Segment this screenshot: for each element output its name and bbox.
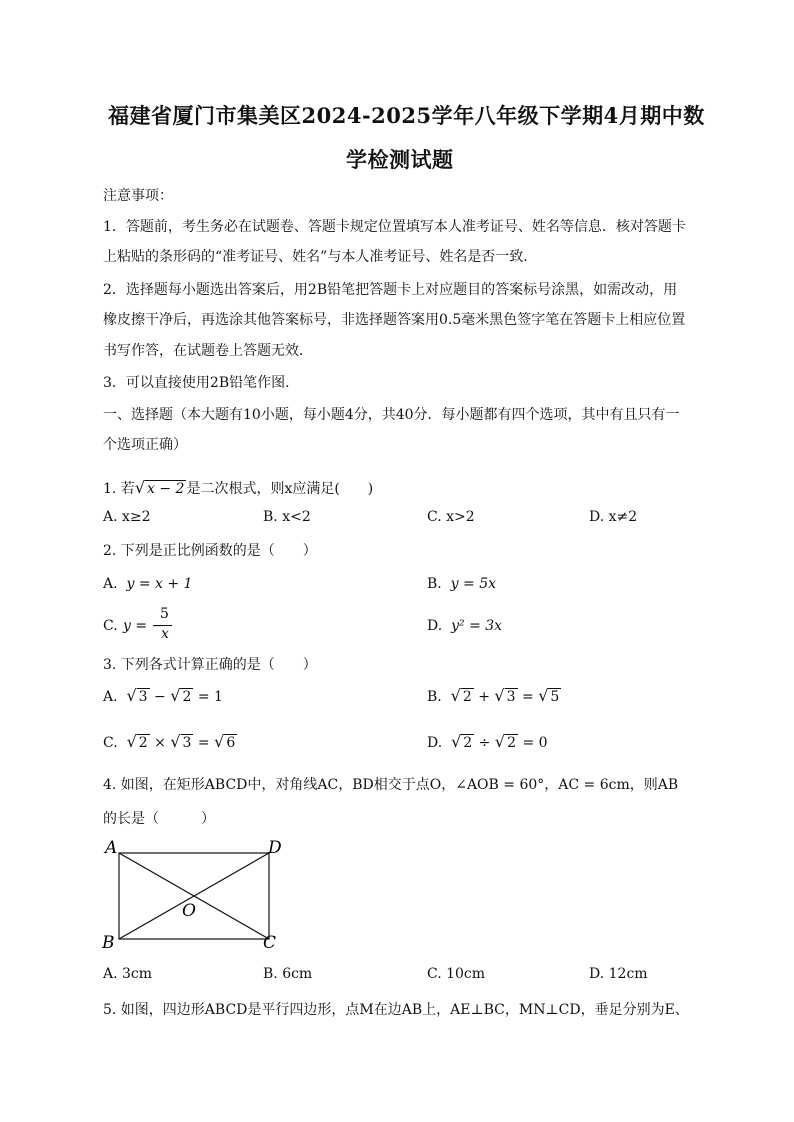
q1-option-d: D. x≠2: [589, 509, 638, 525]
q2-option-b-expr: y = 5x: [450, 576, 496, 592]
q3-option-a: [103, 686, 223, 705]
q3-option-d-radicand-2: 2: [507, 735, 516, 751]
q3-option-c: [103, 732, 237, 751]
q2-option-d: [427, 618, 502, 634]
q3-option-d-result: = 0: [522, 735, 548, 751]
q5-stem-line-1: 5. 如图，四边形ABCD是平行四边形，点M在边AB上，AE⊥BC，MN⊥CD，垂足分别为E、: [103, 1002, 689, 1018]
q3-option-a-label: A.: [103, 689, 118, 705]
q3-option-c-radicand-3: 6: [226, 735, 236, 751]
q2-option-b-label: B.: [427, 576, 442, 592]
q3-option-b-radicand-2: 3: [506, 689, 516, 705]
radical-sign: √: [126, 732, 137, 751]
notice-item-2-line-2: 橡皮擦干净后，再选涂其他答案标号，非选择题答案用0.5毫米黑色签字笔在答题卡上相应位置: [103, 312, 686, 328]
notice-item-2-line-1: 2．选择题每小题选出答案后，用2B铅笔把答题卡上对应题目的答案标号涂黑，如需改动，用: [103, 282, 678, 298]
q2-option-c-lhs: y = −: [123, 618, 164, 634]
section-heading-line-1: 一、选择题（本大题有10小题，每小题4分，共40分．每小题都有四个选项，其中有且只有一: [103, 407, 680, 423]
q1-stem: [103, 478, 373, 498]
notice-item-3: 3．可以直接使用2B铅笔作图．: [103, 375, 300, 391]
q4-option-b: B. 6cm: [263, 966, 313, 982]
q3-option-a-result: = 1: [197, 689, 223, 705]
q3-option-b-label: B.: [427, 689, 442, 705]
q3-option-b: [427, 686, 561, 705]
q3-option-d-radicand-1: 2: [463, 735, 473, 751]
vertex-label-c: C: [263, 933, 277, 953]
q2-option-a-label: A.: [103, 576, 118, 592]
rectangle-abcd-figure: [98, 835, 298, 955]
q2-option-c-label: C.: [103, 618, 118, 634]
radical-sign: √: [538, 686, 549, 705]
q3-option-a-operator: −: [154, 689, 166, 705]
vertex-label-d: D: [268, 838, 282, 858]
notice-heading: 注意事项：: [103, 188, 173, 204]
q2-option-c-numerator: 5: [160, 606, 169, 622]
radical-sign: √: [494, 732, 506, 751]
radical-sign: √: [450, 686, 461, 705]
q3-option-c-radicand-1: 2: [138, 735, 148, 751]
q1-stem-prefix: 1. 若: [103, 481, 135, 497]
q3-option-c-label: C.: [103, 735, 118, 751]
q3-option-c-radicand-2: 3: [182, 735, 192, 751]
q1-radicand: x − 2: [147, 481, 185, 497]
section-heading-line-2: 个选项正确）: [103, 437, 187, 453]
q3-option-a-radicand-2: 2: [182, 689, 192, 705]
q3-option-b-operator: +: [478, 689, 490, 705]
q4-option-a: A. 3cm: [103, 966, 153, 982]
q3-option-d-operator: ÷: [478, 735, 491, 751]
radical-sign: √: [126, 686, 137, 705]
title-line-2: 学检测试题: [346, 147, 454, 172]
q2-option-d-expr: y² = 3x: [451, 618, 503, 634]
vertex-label-a: A: [105, 838, 118, 858]
q1-option-a: A. x≥2: [103, 509, 151, 525]
title-line-1: 福建省厦门市集美区2024-2025学年八年级下学期4月期中数: [108, 103, 705, 128]
q1-option-b: B. x<2: [263, 509, 311, 525]
q3-option-a-radicand-1: 3: [138, 689, 148, 705]
q2-stem: 2. 下列是正比例函数的是（ ）: [103, 543, 317, 559]
q2-option-a-expr: y = x + 1: [126, 576, 193, 592]
radical-sign: √: [134, 478, 146, 497]
q3-option-b-radicand-1: 2: [462, 689, 472, 705]
notice-item-2-line-3: 书写作答，在试题卷上答题无效．: [103, 343, 313, 359]
q3-option-c-equals: =: [197, 735, 210, 751]
radical-sign: √: [170, 732, 181, 751]
q3-option-b-radicand-3: 5: [550, 689, 560, 705]
q3-option-c-operator: ×: [154, 735, 166, 751]
q3-option-b-equals: =: [522, 689, 534, 705]
q4-option-c: C. 10cm: [427, 966, 486, 982]
q4-stem-line-1: 4. 如图，在矩形ABCD中，对角线AC，BD相交于点O，∠AOB = 60°，AC = 6cm，则AB: [103, 777, 679, 793]
q2-option-b: [427, 576, 496, 592]
radical-sign: √: [494, 686, 505, 705]
notice-item-1-line-2: 上粘贴的条形码的“准考证号、姓名”与本人准考证号、姓名是否一致．: [103, 249, 538, 265]
q1-option-c: C. x>2: [427, 509, 475, 525]
radical-sign: √: [451, 732, 462, 751]
radical-sign: √: [214, 732, 225, 751]
radical-sign: √: [170, 686, 181, 705]
q2-option-d-label: D.: [427, 618, 443, 634]
center-label-o: O: [182, 901, 196, 921]
q1-stem-suffix: 是二次根式，则x应满足( ): [186, 481, 374, 497]
q3-option-d-label: D.: [427, 735, 443, 751]
q2-option-a: [103, 576, 192, 592]
q3-option-d: [427, 732, 548, 751]
notice-item-1-line-1: 1．答题前，考生务必在试题卷、答题卡规定位置填写本人准考证号、姓名等信息．核对答题卡: [103, 219, 686, 235]
q4-option-d: D. 12cm: [589, 966, 648, 982]
q2-option-c-denominator: x: [161, 626, 169, 642]
q4-stem-line-2: 的长是（ ）: [103, 811, 215, 827]
vertex-label-b: B: [102, 933, 115, 953]
q3-stem: 3. 下列各式计算正确的是（ ）: [103, 657, 317, 673]
